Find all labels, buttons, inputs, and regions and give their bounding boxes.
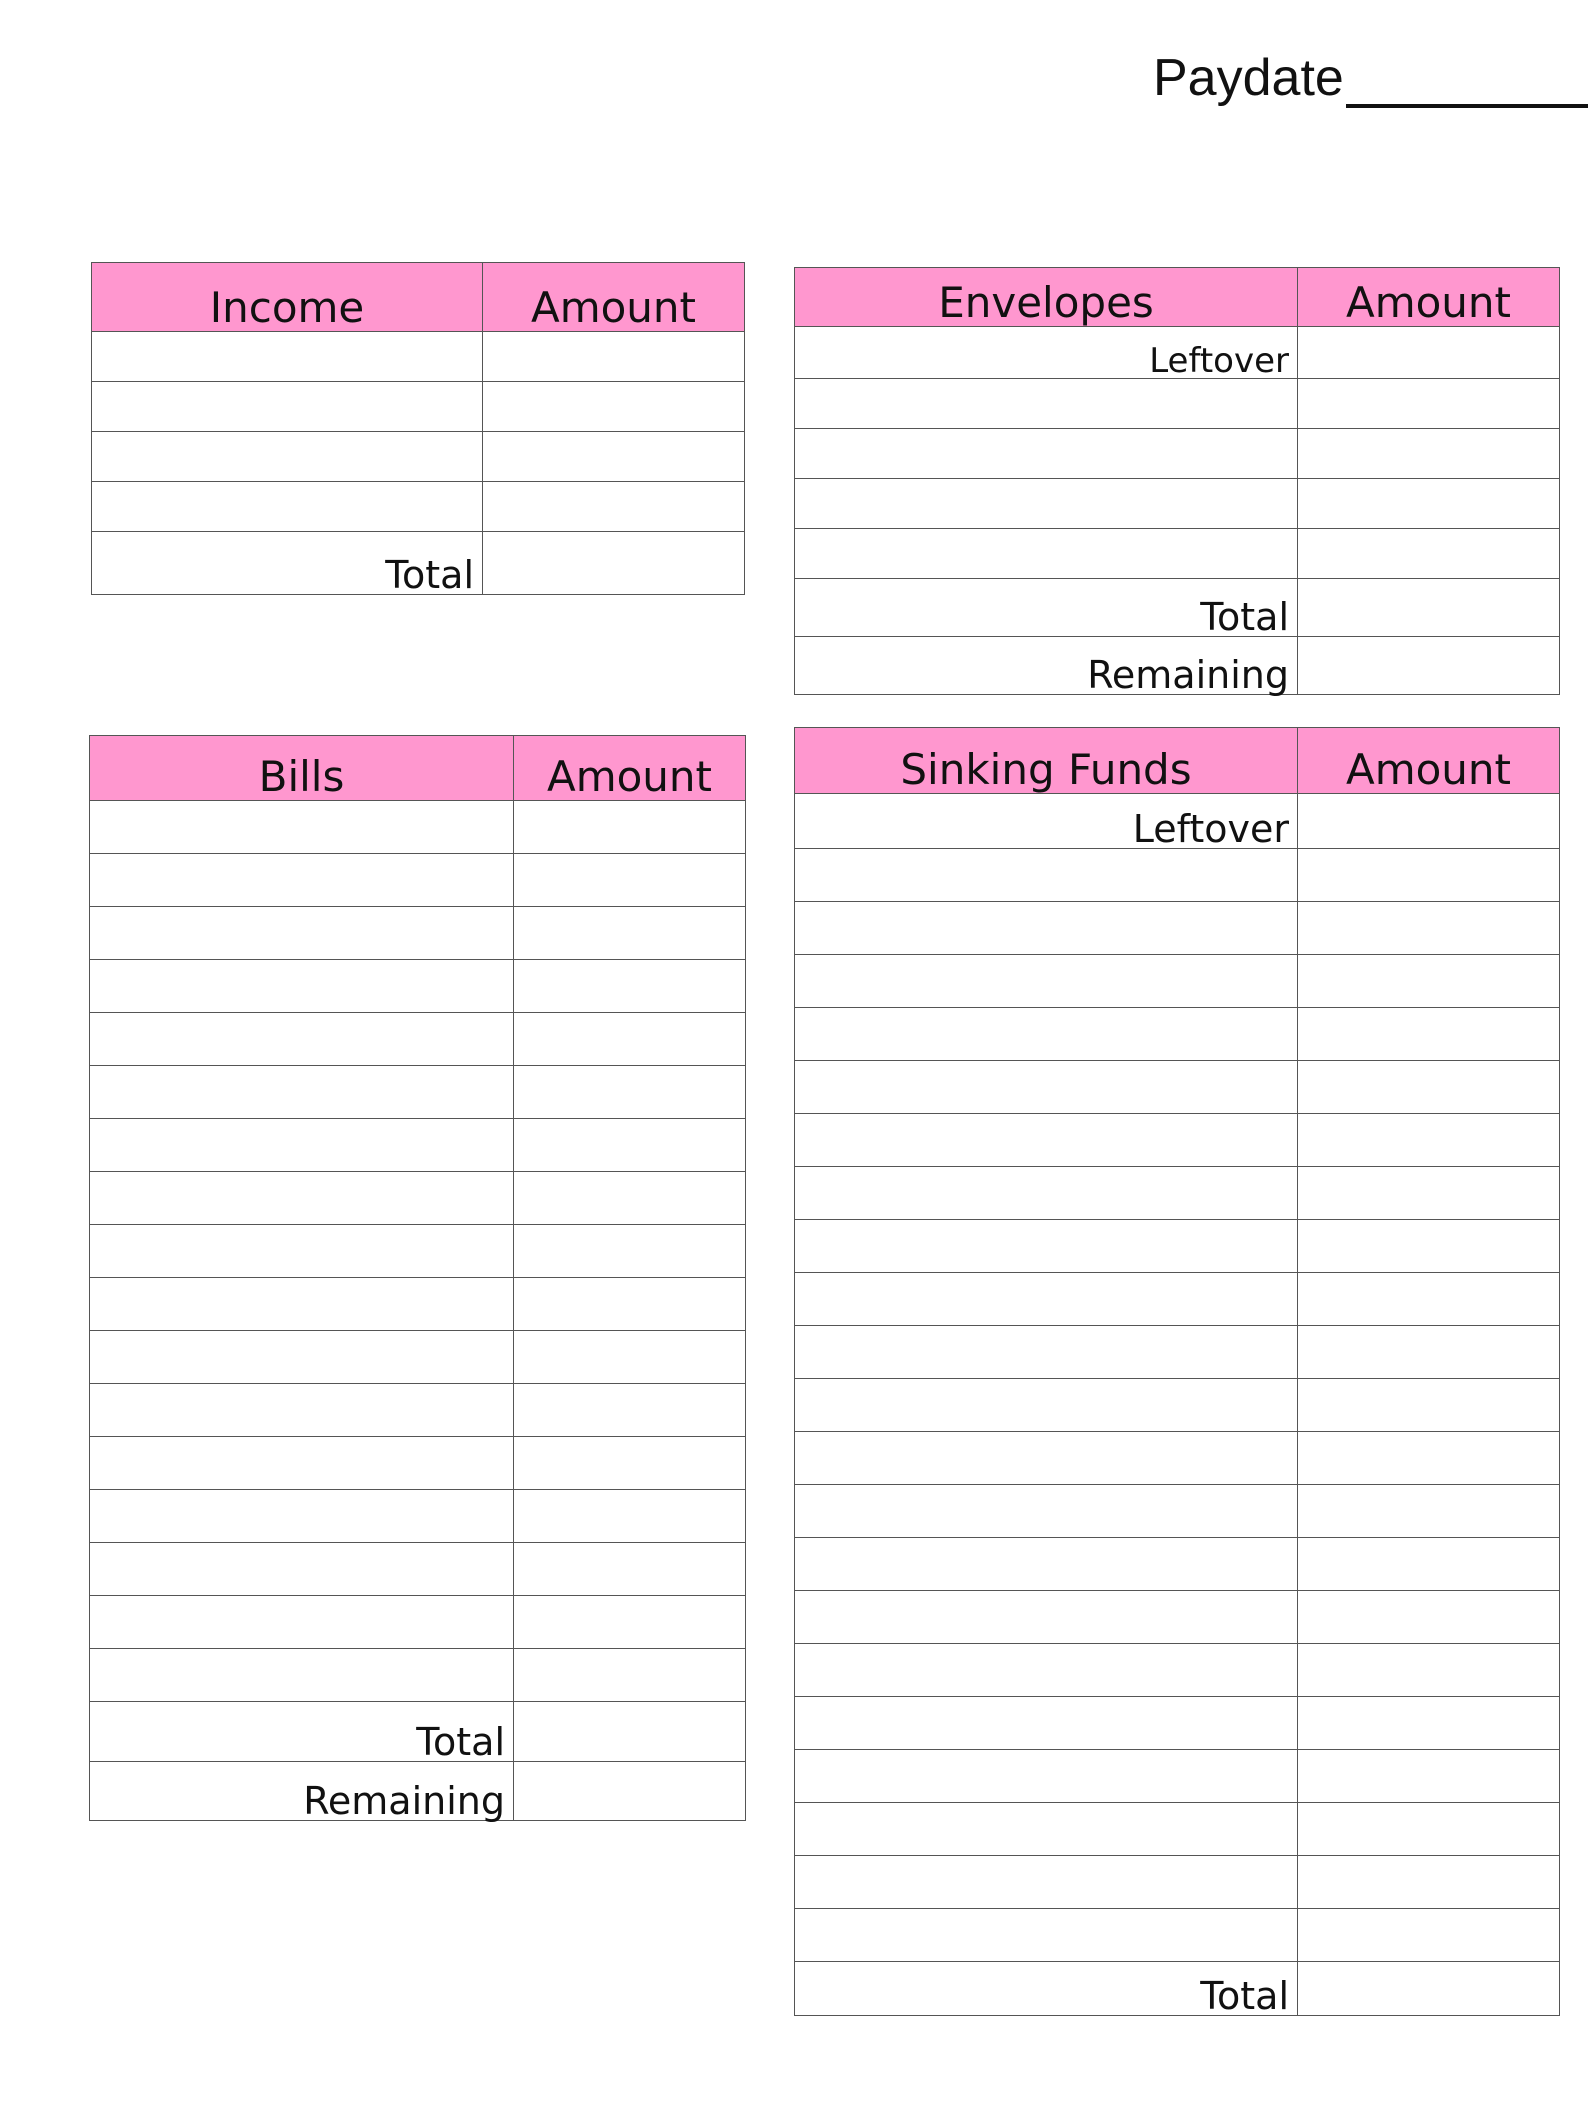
table-row (795, 479, 1560, 529)
bills-total-label: Total (90, 1702, 514, 1762)
table-row (795, 955, 1560, 1008)
table-row (795, 529, 1560, 579)
sinking-fund-name-cell[interactable] (795, 1114, 1298, 1167)
table-row (92, 432, 745, 482)
sinking-fund-amount-cell[interactable] (1298, 1856, 1560, 1909)
sinking-fund-name-cell[interactable] (795, 1167, 1298, 1220)
envelope-amount-cell[interactable] (1298, 379, 1560, 429)
sinking-funds-amount-header: Amount (1298, 728, 1560, 794)
table-row (90, 1119, 746, 1172)
table-row (795, 1644, 1560, 1697)
envelopes-total-label: Total (795, 579, 1298, 637)
envelopes-remaining-cell[interactable] (1298, 637, 1560, 695)
table-row (90, 907, 746, 960)
table-row (795, 1697, 1560, 1750)
sinking-fund-amount-cell[interactable] (1298, 902, 1560, 955)
envelopes-header: Envelopes (795, 268, 1298, 327)
sinking-fund-name-cell[interactable] (795, 1591, 1298, 1644)
bill-amount-cell[interactable] (514, 1066, 746, 1119)
bill-amount-cell[interactable] (514, 801, 746, 854)
table-row (92, 382, 745, 432)
envelope-name-cell[interactable] (795, 429, 1298, 479)
bill-name-cell[interactable] (90, 960, 514, 1013)
bill-amount-cell[interactable] (514, 1278, 746, 1331)
sinking-fund-name-cell[interactable] (795, 1326, 1298, 1379)
income-name-cell[interactable] (92, 432, 483, 482)
sinking-fund-amount-cell[interactable] (1298, 1220, 1560, 1273)
bill-name-cell[interactable] (90, 907, 514, 960)
bill-amount-cell[interactable] (514, 1543, 746, 1596)
bill-amount-cell[interactable] (514, 907, 746, 960)
sinking-funds-total-label: Total (795, 1962, 1298, 2016)
table-row (90, 1596, 746, 1649)
income-header: Income (92, 263, 483, 332)
envelope-amount-cell[interactable] (1298, 529, 1560, 579)
bill-name-cell[interactable] (90, 1649, 514, 1702)
income-name-cell[interactable] (92, 482, 483, 532)
bills-amount-header: Amount (514, 736, 746, 801)
sinking-fund-name-cell[interactable] (795, 1220, 1298, 1273)
table-row (90, 1543, 746, 1596)
sinking-fund-amount-cell[interactable] (1298, 1538, 1560, 1591)
table-row (795, 1008, 1560, 1061)
bill-name-cell[interactable] (90, 801, 514, 854)
table-row (90, 1172, 746, 1225)
sinking-fund-name-cell[interactable] (795, 955, 1298, 1008)
table-row (795, 1220, 1560, 1273)
envelope-name-cell[interactable] (795, 479, 1298, 529)
income-name-cell[interactable] (92, 332, 483, 382)
table-row (795, 1379, 1560, 1432)
bill-name-cell[interactable] (90, 854, 514, 907)
envelopes-leftover-cell[interactable] (1298, 327, 1560, 379)
sinking-fund-name-cell[interactable] (795, 1061, 1298, 1114)
bill-amount-cell[interactable] (514, 1225, 746, 1278)
sinking-fund-amount-cell[interactable] (1298, 849, 1560, 902)
paydate-field (1153, 48, 1588, 108)
bill-name-cell[interactable] (90, 1543, 514, 1596)
sinking-funds-total-cell[interactable] (1298, 1962, 1560, 2016)
sinking-fund-name-cell[interactable] (795, 1379, 1298, 1432)
table-row (90, 1384, 746, 1437)
sinking-fund-name-cell[interactable] (795, 1273, 1298, 1326)
sinking-fund-name-cell[interactable] (795, 1644, 1298, 1697)
income-amount-cell[interactable] (483, 482, 745, 532)
table-row (795, 1485, 1560, 1538)
sinking-fund-amount-cell[interactable] (1298, 1379, 1560, 1432)
table-row (795, 1591, 1560, 1644)
table-row (795, 1909, 1560, 1962)
sinking-fund-amount-cell[interactable] (1298, 1697, 1560, 1750)
sinking-fund-name-cell[interactable] (795, 849, 1298, 902)
sinking-fund-name-cell[interactable] (795, 1697, 1298, 1750)
income-total-cell[interactable] (483, 532, 745, 595)
bill-amount-cell[interactable] (514, 960, 746, 1013)
envelopes-amount-header: Amount (1298, 268, 1560, 327)
table-row (795, 1803, 1560, 1856)
bill-name-cell[interactable] (90, 1172, 514, 1225)
sinking-fund-name-cell[interactable] (795, 1485, 1298, 1538)
bill-name-cell[interactable] (90, 1119, 514, 1172)
envelopes-remaining-label: Remaining (795, 637, 1298, 695)
sinking-fund-name-cell[interactable] (795, 1909, 1298, 1962)
income-amount-cell[interactable] (483, 432, 745, 482)
table-row (90, 1278, 746, 1331)
sinking-fund-amount-cell[interactable] (1298, 1326, 1560, 1379)
bill-name-cell[interactable] (90, 1384, 514, 1437)
sinking-fund-amount-cell[interactable] (1298, 1591, 1560, 1644)
sinking-fund-name-cell[interactable] (795, 1750, 1298, 1803)
bill-amount-cell[interactable] (514, 1596, 746, 1649)
bill-name-cell[interactable] (90, 1490, 514, 1543)
table-row (795, 1538, 1560, 1591)
sinking-fund-amount-cell[interactable] (1298, 1061, 1560, 1114)
envelope-name-cell[interactable] (795, 529, 1298, 579)
bill-amount-cell[interactable] (514, 1172, 746, 1225)
bill-name-cell[interactable] (90, 1596, 514, 1649)
envelope-name-cell[interactable] (795, 379, 1298, 429)
table-row (795, 1432, 1560, 1485)
envelopes-leftover-label: Leftover (795, 327, 1298, 379)
paydate-label: Paydate (1153, 49, 1344, 107)
bill-name-cell[interactable] (90, 1437, 514, 1490)
table-row (795, 849, 1560, 902)
envelope-amount-cell[interactable] (1298, 479, 1560, 529)
table-row (90, 1437, 746, 1490)
income-table (91, 262, 745, 595)
sinking-fund-amount-cell[interactable] (1298, 1432, 1560, 1485)
bills-remaining-label: Remaining (90, 1762, 514, 1821)
sinking-fund-name-cell[interactable] (795, 1008, 1298, 1061)
sinking-fund-amount-cell[interactable] (1298, 1644, 1560, 1697)
bill-name-cell[interactable] (90, 1066, 514, 1119)
sinking-fund-amount-cell[interactable] (1298, 1114, 1560, 1167)
sinking-fund-name-cell[interactable] (795, 1856, 1298, 1909)
sinking-fund-amount-cell[interactable] (1298, 1273, 1560, 1326)
table-row (795, 902, 1560, 955)
table-row (795, 429, 1560, 479)
bill-amount-cell[interactable] (514, 1437, 746, 1490)
sinking-fund-name-cell[interactable] (795, 1538, 1298, 1591)
table-row (795, 1273, 1560, 1326)
table-row (795, 1061, 1560, 1114)
sinking-fund-amount-cell[interactable] (1298, 1167, 1560, 1220)
sinking-fund-amount-cell[interactable] (1298, 1750, 1560, 1803)
bill-amount-cell[interactable] (514, 1119, 746, 1172)
sinking-fund-amount-cell[interactable] (1298, 1485, 1560, 1538)
bills-total-cell[interactable] (514, 1702, 746, 1762)
table-row (795, 379, 1560, 429)
sinking-funds-table (794, 727, 1560, 2016)
table-row (795, 1326, 1560, 1379)
table-row (90, 1013, 746, 1066)
sinking-fund-amount-cell[interactable] (1298, 1803, 1560, 1856)
table-row (90, 1490, 746, 1543)
sinking-funds-header: Sinking Funds (795, 728, 1298, 794)
envelopes-total-cell[interactable] (1298, 579, 1560, 637)
bills-table (89, 735, 746, 1821)
bill-name-cell[interactable] (90, 1225, 514, 1278)
sinking-fund-name-cell[interactable] (795, 902, 1298, 955)
bills-header: Bills (90, 736, 514, 801)
table-row (795, 1167, 1560, 1220)
table-row (90, 960, 746, 1013)
table-row (92, 332, 745, 382)
envelopes-table (794, 267, 1560, 695)
bill-name-cell[interactable] (90, 1013, 514, 1066)
sinking-funds-leftover-cell[interactable] (1298, 794, 1560, 849)
paydate-blank-line[interactable] (1346, 60, 1588, 108)
table-row (795, 1856, 1560, 1909)
bill-amount-cell[interactable] (514, 1649, 746, 1702)
table-row (90, 854, 746, 907)
sinking-funds-leftover-label: Leftover (795, 794, 1298, 849)
income-amount-header: Amount (483, 263, 745, 332)
income-amount-cell[interactable] (483, 382, 745, 432)
sinking-fund-amount-cell[interactable] (1298, 955, 1560, 1008)
income-amount-cell[interactable] (483, 332, 745, 382)
sinking-fund-name-cell[interactable] (795, 1432, 1298, 1485)
table-row (795, 1750, 1560, 1803)
sinking-fund-name-cell[interactable] (795, 1803, 1298, 1856)
bills-remaining-cell[interactable] (514, 1762, 746, 1821)
bill-name-cell[interactable] (90, 1331, 514, 1384)
envelope-amount-cell[interactable] (1298, 429, 1560, 479)
table-row (90, 1331, 746, 1384)
income-name-cell[interactable] (92, 382, 483, 432)
bill-amount-cell[interactable] (514, 1384, 746, 1437)
table-row (90, 1225, 746, 1278)
bill-amount-cell[interactable] (514, 1490, 746, 1543)
bill-amount-cell[interactable] (514, 854, 746, 907)
table-row (90, 1649, 746, 1702)
table-row (90, 801, 746, 854)
table-row (795, 1114, 1560, 1167)
table-row (90, 1066, 746, 1119)
bill-amount-cell[interactable] (514, 1013, 746, 1066)
sinking-fund-amount-cell[interactable] (1298, 1909, 1560, 1962)
bill-name-cell[interactable] (90, 1278, 514, 1331)
bill-amount-cell[interactable] (514, 1331, 746, 1384)
income-total-label: Total (92, 532, 483, 595)
table-row (92, 482, 745, 532)
sinking-fund-amount-cell[interactable] (1298, 1008, 1560, 1061)
